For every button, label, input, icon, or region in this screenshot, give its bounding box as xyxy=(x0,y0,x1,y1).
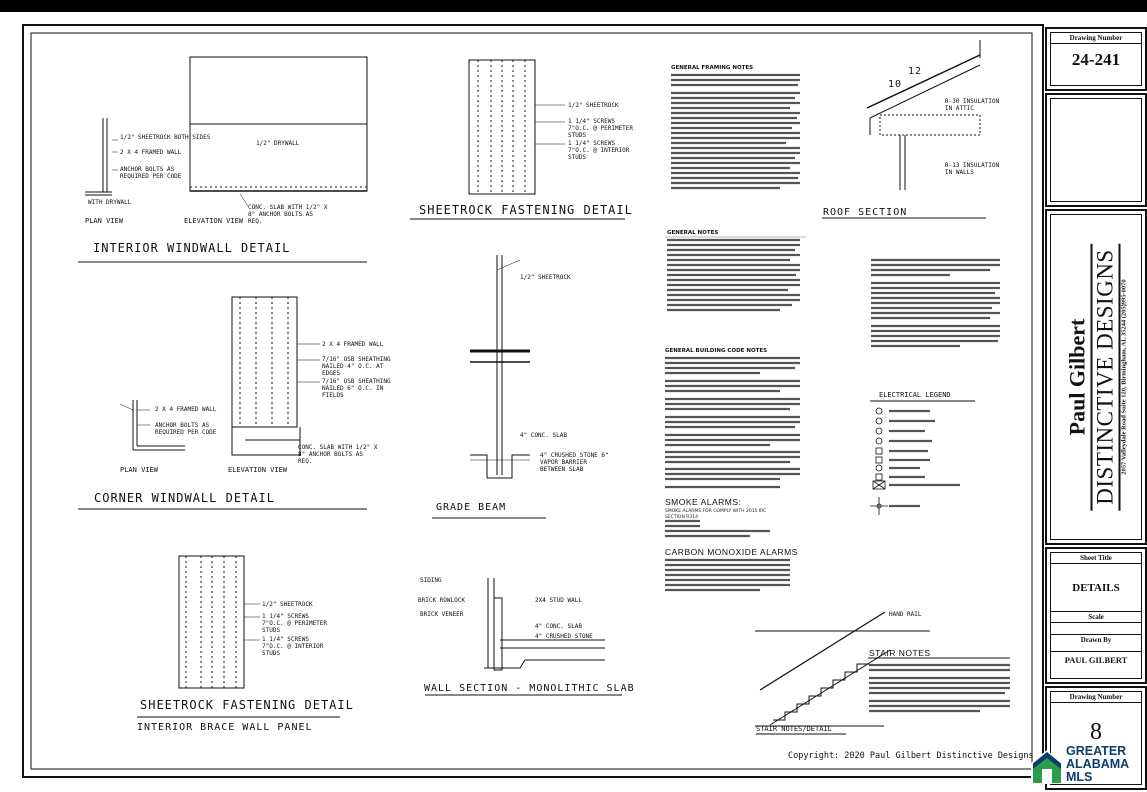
corner-windwall-title: CORNER WINDWALL DETAIL xyxy=(94,491,275,505)
smoke-alarms-line1: SMOKE ALARMS FOR COMPLY WITH 2015 IRC xyxy=(665,509,767,514)
stair-callout-hand-rail: HAND RAIL xyxy=(889,611,922,618)
sheet-title-label: Sheet Title xyxy=(1051,553,1141,564)
gb-callout-conc: 4" CONC. SLAB xyxy=(520,432,567,439)
drawing-number-label: Drawing Number xyxy=(1051,33,1141,44)
corner-callout-conc-slab: CONC. SLAB WITH 1/2" X 8" ANCHOR BOLTS AS REQ. xyxy=(298,444,378,465)
sheetrock-fastening-title-bottom: SHEETROCK FASTENING DETAIL xyxy=(140,698,354,712)
carbon-monoxide-title: CARBON MONOXIDE ALARMS xyxy=(665,547,798,557)
ws-callout-stone: 4" CRUSHED STONE xyxy=(535,633,593,640)
logo-text xyxy=(1066,745,1129,784)
interior-windwall-title: INTERIOR WINDWALL DETAIL xyxy=(93,241,291,255)
smoke-alarms-title: SMOKE ALARMS: xyxy=(665,497,742,507)
company-address: 2057 Valleydale Road Suite 120, Birmingham, AL 35244 (205)995-0070 xyxy=(1120,279,1128,475)
building-code-notes-title: GENERAL BUILDING CODE NOTES xyxy=(665,348,768,354)
roof-callout-wall-insulation: R-13 INSULATION IN WALLS xyxy=(945,162,1000,176)
copyright-notice: Copyright: 2020 Paul Gilbert Distinctive Designs xyxy=(788,751,1034,761)
roof-pitch-rise: 12 xyxy=(908,66,923,77)
sheet-number-label: Drawing Number xyxy=(1051,692,1141,703)
brace-callout-screws-interior: 1 1/4" SCREWS 7"O.C. @ INTERIOR STUDS xyxy=(262,636,324,657)
corner-callout-2x4: 2 X 4 FRAMED WALL xyxy=(155,406,217,413)
ws-callout-conc: 4" CONC. SLAB xyxy=(535,623,582,630)
sheet-title-value: DETAILS xyxy=(1051,564,1141,612)
smoke-alarms-line2: SECTION R314 xyxy=(665,515,698,520)
general-notes-title: GENERAL NOTES xyxy=(667,230,719,236)
grade-beam-title: GRADE BEAM xyxy=(436,502,507,513)
roof-callout-attic-insulation: R-30 INSULATION IN ATTIC xyxy=(945,98,1000,112)
callout-2x4: 2 X 4 FRAMED WALL xyxy=(120,149,182,156)
roof-section-title: ROOF SECTION xyxy=(823,207,908,218)
corner-callout-osb-edges: 7/16" OSB SHEATHING NAILED 4" O.C. AT EDGES xyxy=(322,356,391,377)
stair-notes-heading: STAIR NOTES xyxy=(869,648,931,658)
framing-notes-title: GENERAL FRAMING NOTES xyxy=(671,65,754,71)
gb-callout-crushed: 4" CRUSHED STONE 6" VAPOR BARRIER BETWEEN SLAB xyxy=(540,452,609,473)
interior-brace-title: INTERIOR BRACE WALL PANEL xyxy=(137,722,313,733)
elevation-view-label: ELEVATION VIEW xyxy=(184,217,244,225)
ws-callout-rowlock: BRICK ROWLOCK xyxy=(418,597,465,604)
title-block-drawing-number xyxy=(1045,27,1147,91)
house-logo-icon xyxy=(1030,749,1064,785)
gb-callout-sheetrock: 1/2" SHEETROCK xyxy=(520,274,571,281)
title-block-company xyxy=(1045,209,1147,545)
corner-elevation-view-label: ELEVATION VIEW xyxy=(228,466,288,474)
company-name: DISTINCTIVE DESIGNS xyxy=(1091,243,1121,510)
corner-callout-osb-field: 7/16" OSB SHEATHING NAILED 6" O.C. IN FIELDS xyxy=(322,378,391,399)
logo-line-mls: MLS xyxy=(1066,770,1093,784)
plan-view-label: PLAN VIEW xyxy=(85,217,123,225)
callout-sheetrock-both: 1/2" SHEETROCK BOTH SIDES xyxy=(120,134,211,141)
callout-sheetrock-top: 1/2" SHEETROCK xyxy=(568,102,619,109)
logo-line-alabama: ALABAMA xyxy=(1066,757,1130,771)
ws-callout-veneer: BRICK VENEER xyxy=(420,611,464,618)
corner-callout-anchor: ANCHOR BOLTS AS REQUIRED PER CODE xyxy=(155,422,217,436)
callout-screws-perimeter-top: 1 1/4" SCREWS 7"O.C. @ PERIMETER STUDS xyxy=(568,118,634,139)
greater-alabama-mls-logo xyxy=(1030,743,1146,791)
designer-name: Paul Gilbert xyxy=(1064,318,1090,436)
sheetrock-fastening-title-top: SHEETROCK FASTENING DETAIL xyxy=(419,203,633,217)
scale-label: Scale xyxy=(1051,612,1141,623)
callout-with-drywall: WITH DRYWALL xyxy=(88,199,132,206)
sheet-number-value: 8 xyxy=(1090,719,1102,745)
title-block-sheet-info xyxy=(1045,547,1147,684)
drawn-by-value: PAUL GILBERT xyxy=(1064,655,1128,665)
wall-section-title: WALL SECTION - MONOLITHIC SLAB xyxy=(424,683,635,694)
brace-callout-screws-perimeter: 1 1/4" SCREWS 7"O.C. @ PERIMETER STUDS xyxy=(262,613,328,634)
drawing-number-value: 24-241 xyxy=(1071,50,1121,69)
callout-conc-slab: CONC. SLAB WITH 1/2" X 8" ANCHOR BOLTS AS REQ. xyxy=(248,204,328,225)
roof-pitch-run: 10 xyxy=(888,79,903,90)
corner-callout-2x4-elev: 2 X 4 FRAMED WALL xyxy=(322,341,384,348)
brace-callout-sheetrock: 1/2" SHEETROCK xyxy=(262,601,313,608)
callout-drywall: 1/2" DRYWALL xyxy=(256,140,300,147)
ws-callout-siding: SIDING xyxy=(420,577,442,584)
drawn-by-label: Drawn By xyxy=(1080,636,1112,644)
corner-plan-view-label: PLAN VIEW xyxy=(120,466,158,474)
logo-line-greater: GREATER xyxy=(1066,744,1127,758)
callout-screws-interior-top: 1 1/4" SCREWS 7"O.C. @ INTERIOR STUDS xyxy=(568,140,630,161)
electrical-legend-title: ELECTRICAL LEGEND xyxy=(879,391,951,399)
stair-notes-detail-title: STAIR NOTES/DETAIL xyxy=(756,725,832,733)
ws-callout-stud: 2X4 STUD WALL xyxy=(535,597,582,604)
scale-value xyxy=(1051,623,1141,635)
title-block-blank xyxy=(1045,93,1147,207)
callout-anchor-bolts: ANCHOR BOLTS AS REQUIRED PER CODE xyxy=(120,166,182,180)
